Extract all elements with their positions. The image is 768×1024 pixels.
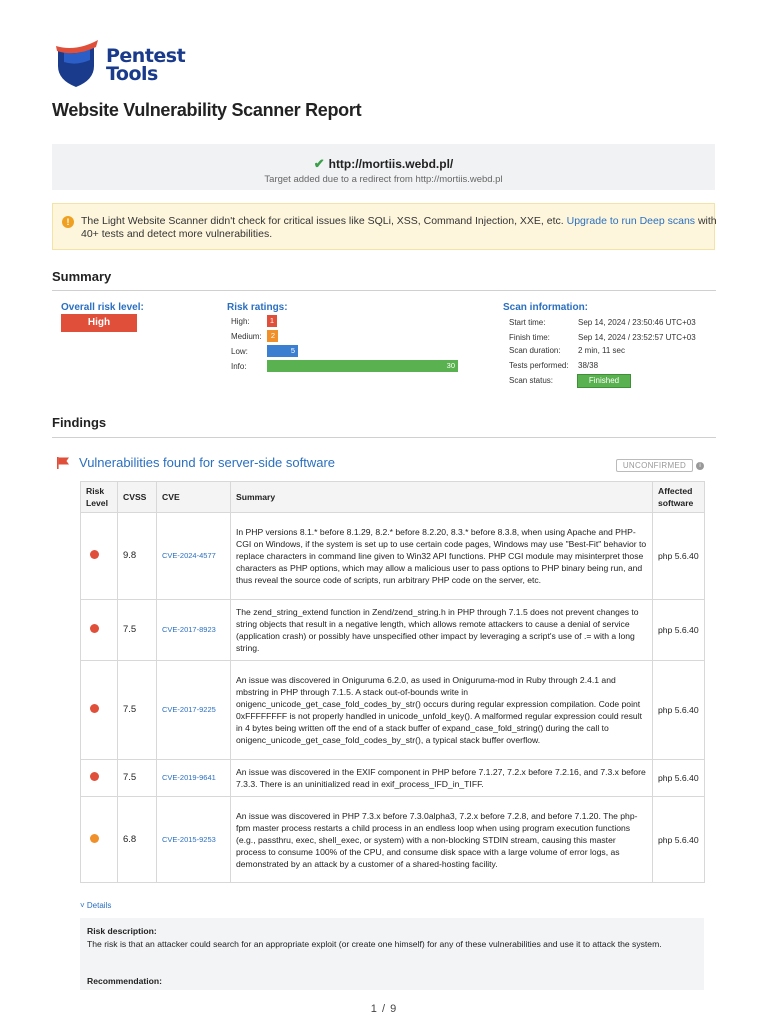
table-header-row [81, 482, 705, 513]
software-cell: php 5.6.40 [653, 797, 705, 883]
col-cvss: CVSS [118, 482, 157, 513]
table-row [81, 797, 705, 883]
software-cell: php 5.6.40 [653, 760, 705, 797]
cvss-cell: 7.5 [118, 661, 157, 760]
vuln-section-title[interactable]: Vulnerabilities found for server-side software [79, 455, 336, 470]
tests-performed-value: 38/38 [578, 361, 599, 370]
rating-bar-high: 1 [267, 315, 277, 327]
risk-cell [81, 600, 118, 661]
warning-text: The Light Website Scanner didn't check for critical issues like SQLi, XSS, Command Injection, XXE, etc. Upgrade to run Deep scans with 40+ tests and detect more vulnerabilities. [81, 215, 717, 240]
software-cell: php 5.6.40 [653, 661, 705, 760]
software-cell: php 5.6.40 [653, 600, 705, 661]
cve-link[interactable]: CVE-2019-9641 [157, 760, 231, 797]
page-title: Website Vulnerability Scanner Report [52, 100, 362, 120]
scan-finish-label: Finish time: [509, 333, 550, 342]
summary-cell: In PHP versions 8.1.* before 8.1.29, 8.2.* before 8.2.20, 8.3.* before 8.3.8, when using Apache and PHP-CGI on Windows, if the system is set up to use certain code pages, Windows may use "Best-Fit" behavior to replace characters in command line given to Win32 API functions. PHP CGI module may misinterpret those characters as PHP options, which may allow a malicious user to pass options to PHP binary being run, and thus reveal the source code of scripts, run arbitrary PHP code on the server, etc. [231, 513, 653, 600]
table-row [81, 760, 705, 797]
pentest-tools-logo [54, 40, 214, 88]
software-cell: php 5.6.40 [653, 513, 705, 600]
cvss-cell: 7.5 [118, 600, 157, 661]
risk-dot-icon [90, 624, 99, 633]
risk-dot-icon [90, 704, 99, 713]
divider [52, 437, 716, 438]
unconfirmed-badge: UNCONFIRMED [616, 459, 693, 472]
rating-label-low: Low: [231, 347, 248, 356]
risk-cell [81, 760, 118, 797]
cve-link[interactable]: CVE-2015-9253 [157, 797, 231, 883]
scan-duration-value: 2 min, 11 sec [578, 346, 625, 355]
findings-heading: Findings [52, 415, 107, 430]
target-note: Target added due to a redirect from http://mortiis.webd.pl [264, 174, 503, 185]
table-row [81, 600, 705, 661]
flag-icon [56, 456, 70, 470]
overall-risk-label: Overall risk level: [61, 302, 144, 313]
risk-ratings-label: Risk ratings: [227, 302, 288, 313]
target-box [52, 144, 715, 190]
risk-cell [81, 797, 118, 883]
rating-bar-low: 5 [267, 345, 298, 357]
upgrade-link[interactable]: Upgrade to run Deep scans [566, 215, 696, 227]
scan-status-badge: Finished [577, 374, 631, 388]
scan-info-label: Scan information: [503, 302, 589, 313]
risk-dot-icon [90, 834, 99, 843]
target-url[interactable]: http://mortiis.webd.pl/ [328, 157, 454, 171]
details-toggle[interactable]: ˅ Details [80, 901, 112, 910]
summary-cell: An issue was discovered in PHP 7.3.x before 7.3.0alpha3, 7.2.x before 7.2.8, and before 7.1.20. The php-fpm master process restarts a child process in an endless loop when using program execution functions (e.g., passthru, exec, shell_exec, or system) with a non-blocking STDIN stream, causing this master process to consume 100% of the CPU, and consume disk space with a large volume of error logs, as demonstrated by an attack by a customer of a shared-hosting facility. [231, 797, 653, 883]
scan-status-label: Scan status: [509, 376, 554, 385]
col-cve: CVE [157, 482, 231, 513]
rating-bar-medium: 2 [267, 330, 278, 342]
risk-description-box [80, 918, 704, 990]
table-row [81, 661, 705, 760]
logo-text: Pentest Tools [106, 45, 186, 85]
risk-dot-icon [90, 772, 99, 781]
summary-heading: Summary [52, 269, 112, 284]
table-row [81, 513, 705, 600]
page-number: 1 / 9 [370, 1003, 398, 1015]
divider [52, 290, 716, 291]
recommendation-label: Recommendation: [87, 976, 162, 986]
cvss-cell: 7.5 [118, 760, 157, 797]
scan-finish-value: Sep 14, 2024 / 23:52:57 UTC+03 [578, 333, 696, 342]
vulnerability-table [80, 481, 705, 883]
scan-duration-label: Scan duration: [509, 346, 561, 355]
shield-logo-icon [54, 40, 100, 88]
risk-cell [81, 513, 118, 600]
rating-label-medium: Medium: [231, 332, 262, 341]
check-icon: ✔ [313, 156, 325, 171]
summary-cell: An issue was discovered in the EXIF component in PHP before 7.1.27, 7.2.x before 7.2.16, and 7.3.x before 7.3.3. There is an uninitialized read in exif_process_IFD_in_TIFF. [231, 760, 653, 797]
chevron-down-icon: ˅ [80, 901, 85, 910]
upgrade-warning [52, 203, 715, 250]
rating-label-info: Info: [231, 362, 247, 371]
cve-link[interactable]: CVE-2017-9225 [157, 661, 231, 760]
col-summary: Summary [231, 482, 653, 513]
col-affected-software: Affected software [653, 482, 705, 513]
warning-icon: ! [62, 216, 74, 228]
rating-bar-info: 30 [267, 360, 458, 372]
risk-cell [81, 661, 118, 760]
cve-link[interactable]: CVE-2024-4577 [157, 513, 231, 600]
col-risk-level: Risk Level [81, 482, 118, 513]
cve-link[interactable]: CVE-2017-8923 [157, 600, 231, 661]
overall-risk-badge: High [61, 314, 137, 332]
scan-start-value: Sep 14, 2024 / 23:50:46 UTC+03 [578, 318, 696, 327]
risk-dot-icon [90, 550, 99, 559]
cvss-cell: 6.8 [118, 797, 157, 883]
summary-cell: An issue was discovered in Oniguruma 6.2.0, as used in Oniguruma-mod in Ruby through 2.4.1 and mbstring in PHP through 7.1.5. A stack out-of-bounds write in onigenc_unicode_get_case_fold_codes_by_str() occurs during regular expression compilation. Code point 0xFFFFFFFF is not properly handled in unicode_unfold_key(). A malformed regular expression could result in 4 bytes being written off the end of a stack buffer of expand_case_fold_string() during the call to onigenc_unicode_get_case_fold_codes_by_str(), a typical stack buffer overflow. [231, 661, 653, 760]
scan-start-label: Start time: [509, 318, 546, 327]
cvss-cell: 9.8 [118, 513, 157, 600]
target-url-line [52, 156, 715, 172]
info-icon[interactable]: i [696, 462, 704, 470]
risk-description-text: The risk is that an attacker could search for an appropriate exploit (or create one himself) for any of these vulnerabilities and use it to attack the system. [87, 939, 662, 949]
rating-label-high: High: [231, 317, 250, 326]
tests-performed-label: Tests performed: [509, 361, 569, 370]
summary-cell: The zend_string_extend function in Zend/zend_string.h in PHP through 7.1.5 does not prevent changes to string objects that result in a negative length, which allows remote attackers to cause a denial of service (application crash) or possibly have unspecified other impact by leveraging a script's use of .= with a long string. [231, 600, 653, 661]
risk-description-label: Risk description: [87, 926, 157, 936]
